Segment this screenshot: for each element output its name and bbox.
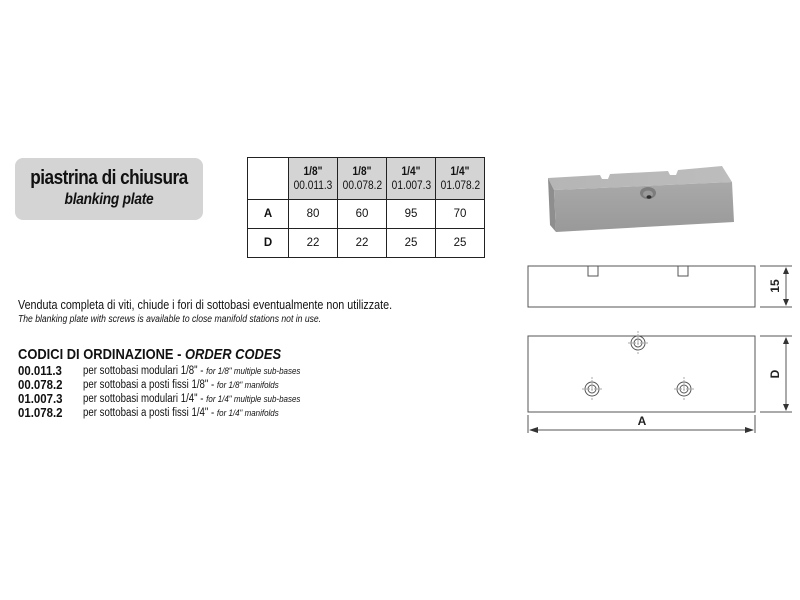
table-cell: 25 <box>387 229 436 258</box>
table-row-d <box>248 229 485 258</box>
description-italian: per sottobasi a posti fissi 1/8" <box>83 379 209 391</box>
table-header-cell <box>289 158 338 200</box>
table-cell: 25 <box>436 229 485 258</box>
table-header-cell <box>387 158 436 200</box>
table-cell: 22 <box>289 229 338 258</box>
hole-icon <box>582 377 602 401</box>
port-size: 1/4" <box>450 165 470 178</box>
description-italian: Venduta completa di viti, chiude i fori di sottobasi eventualmente non utilizzate. <box>18 298 393 312</box>
order-code: 01.078.2 <box>18 405 63 420</box>
port-size: 1/8" <box>352 165 372 178</box>
port-size: 1/8" <box>303 165 323 178</box>
list-item <box>18 406 324 420</box>
row-label: A <box>248 200 289 229</box>
separator: - <box>208 407 217 419</box>
list-item <box>18 378 324 392</box>
height-label: 15 <box>768 279 783 293</box>
depth-label: D <box>768 369 783 379</box>
description-italian: per sottobasi a posti fissi 1/4" <box>83 407 209 419</box>
table-cell: 80 <box>289 200 338 229</box>
title-italian: piastrina di chiusura <box>30 167 188 189</box>
table-header-cell <box>338 158 387 200</box>
dimension-table <box>247 157 485 258</box>
order-code-description <box>83 406 279 421</box>
hole-icon <box>628 331 648 355</box>
part-code: 00.078.2 <box>342 179 382 192</box>
table-header-cell <box>436 158 485 200</box>
description-english: for 1/8" multiple sub-bases <box>206 366 301 377</box>
port-size: 1/4" <box>401 165 421 178</box>
table-corner-cell <box>248 158 289 200</box>
technical-drawing <box>520 255 800 440</box>
order-code-description <box>83 364 300 379</box>
part-code: 00.011.3 <box>293 179 333 192</box>
description-italian: per sottobasi modulari 1/4" <box>83 393 198 405</box>
description-english: for 1/4" multiple sub-bases <box>206 394 301 405</box>
order-code: 01.007.3 <box>18 391 63 406</box>
table-cell: 95 <box>387 200 436 229</box>
table-row-a <box>248 200 485 229</box>
screw-holes <box>582 331 694 401</box>
hole-icon <box>674 377 694 401</box>
list-item <box>18 392 324 406</box>
table-cell: 60 <box>338 200 387 229</box>
part-code: 01.007.3 <box>391 179 431 192</box>
title-english: blanking plate <box>64 191 154 208</box>
separator: - <box>208 379 217 391</box>
order-codes-title-english: ORDER CODES <box>185 346 282 363</box>
order-code: 00.078.2 <box>18 377 63 392</box>
description-english: for 1/4" manifolds <box>216 408 279 419</box>
description-english: for 1/8" manifolds <box>216 380 279 391</box>
description-italian: per sottobasi modulari 1/8" <box>83 365 198 377</box>
table-cell: 70 <box>436 200 485 229</box>
list-item <box>18 364 324 378</box>
description <box>18 297 453 326</box>
order-code: 00.011.3 <box>18 363 62 378</box>
row-label: D <box>248 229 289 258</box>
part-code: 01.078.2 <box>440 179 480 192</box>
order-codes-title <box>18 346 281 364</box>
title-box <box>15 158 203 220</box>
top-view <box>528 336 755 412</box>
order-code-description <box>83 392 300 407</box>
order-codes-title-italian: CODICI DI ORDINAZIONE <box>18 346 174 363</box>
side-view <box>528 266 755 307</box>
length-label: A <box>637 414 647 428</box>
title-separator: - <box>173 346 186 363</box>
order-code-description <box>83 378 279 393</box>
separator: - <box>197 393 207 405</box>
order-codes-section <box>18 346 324 420</box>
table-header-row <box>248 158 485 200</box>
description-english: The blanking plate with screws is available to close manifold stations not in use. <box>18 314 322 325</box>
separator: - <box>197 365 207 377</box>
blanking-plate-photo <box>540 160 740 240</box>
table-cell: 22 <box>338 229 387 258</box>
